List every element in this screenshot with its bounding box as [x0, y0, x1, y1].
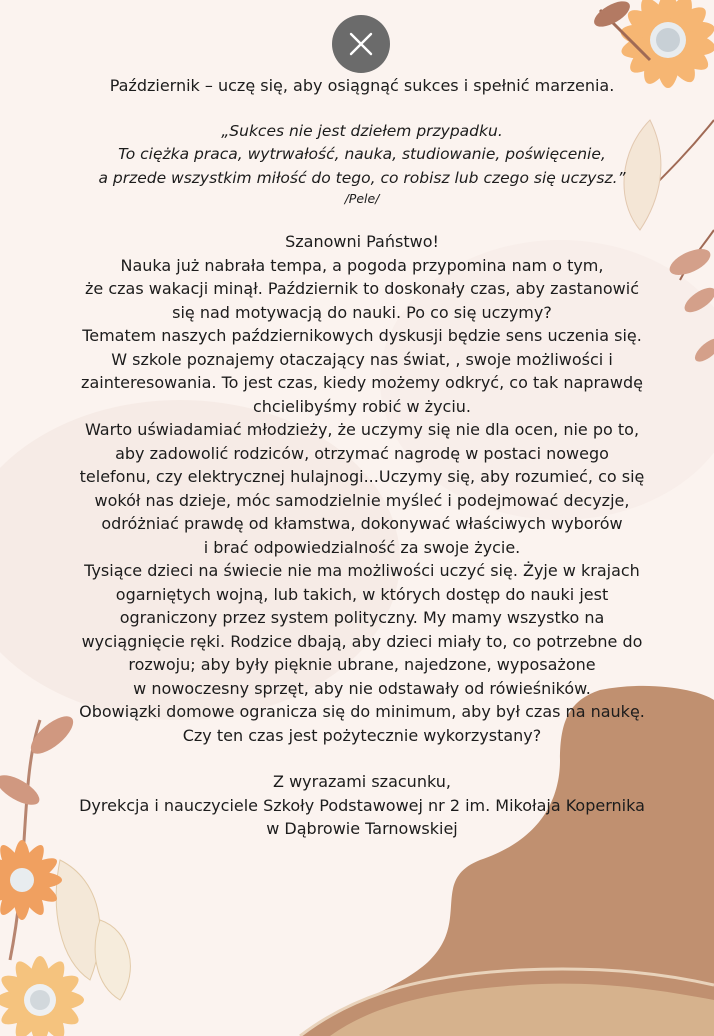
greeting: Szanowni Państwo!: [285, 232, 439, 251]
body-line: telefonu, czy elektrycznej hulajnogi...Uczymy się, aby rozumieć, co się: [79, 467, 645, 486]
body-line: ogarniętych wojną, lub takich, w których dostęp do nauki jest: [115, 584, 609, 604]
body-line: W szkole poznajemy otaczający nas świat, , swoje możliwości i: [111, 349, 613, 369]
quote-author: /Pele/: [344, 191, 380, 206]
signature-line: w Dąbrowie Tarnowskiej: [266, 819, 458, 838]
body-line: Czy ten czas jest pożytecznie wykorzystany?: [182, 725, 542, 745]
body-line: Tematem naszych październikowych dyskusji będzie sens uczenia się.: [82, 326, 642, 345]
body-line: Obowiązki domowe ogranicza się do minimum, aby był czas na naukę.: [79, 702, 645, 721]
letter-content: [40, 74, 684, 841]
quote-line: „Sukces nie jest dziełem przypadku.: [221, 121, 503, 140]
body-line: Warto uświadamiać młodzieży, że uczymy się nie dla ocen, nie po to,: [84, 420, 640, 439]
spacer: [40, 747, 684, 770]
signature-line: Dyrekcja i nauczyciele Szkoły Podstawowej nr 2 im. Mikołaja Kopernika: [79, 795, 645, 815]
body-line: Tysiące dzieci na świecie nie ma możliwości uczyć się. Żyje w krajach: [84, 561, 640, 580]
body-line: i brać odpowiedzialność za swoje życie.: [203, 537, 521, 557]
closing: Z wyrazami szacunku,: [273, 772, 451, 791]
body-line: ograniczony przez system polityczny. My mamy wszystko na: [119, 608, 605, 627]
body-line: odróżniać prawdę od kłamstwa, dokonywać właściwych wyborów: [101, 514, 623, 533]
body-line: wokół nas dzieje, móc samodzielnie myśleć i podejmować decyzje,: [94, 490, 630, 510]
body-line: Nauka już nabrała tempa, a pogoda przypomina nam o tym,: [120, 255, 604, 275]
body-line: chcielibyśmy robić w życiu.: [252, 396, 472, 416]
close-button[interactable]: [332, 15, 390, 73]
body-line: rozwoju; aby były pięknie ubrane, najedzone, wyposażone: [128, 655, 596, 674]
body-line: że czas wakacji minął. Październik to doskonały czas, aby zastanowić: [85, 279, 639, 298]
close-icon: [348, 31, 374, 57]
body-line: aby zadowolić rodziców, otrzymać nagrodę w postaci nowego: [115, 443, 609, 463]
quote-line: a przede wszystkim miłość do tego, co robisz lub czego się uczysz.”: [98, 168, 626, 187]
body-line: się nad motywacją do nauki. Po co się uczymy?: [172, 302, 552, 322]
body-line: zainteresowania. To jest czas, kiedy możemy odkryć, co tak naprawdę: [81, 373, 643, 392]
body-line: w nowoczesny sprzęt, aby nie odstawały od rówieśników.: [133, 678, 591, 698]
quote-line: To ciężka praca, wytrwałość, nauka, studiowanie, poświęcenie,: [118, 145, 606, 163]
letter-heading: Październik – uczę się, aby osiągnąć sukces i spełnić marzenia.: [109, 76, 615, 95]
body-line: wyciągnięcie ręki. Rodzice dbają, aby dzieci miały to, co potrzebne do: [81, 631, 643, 651]
